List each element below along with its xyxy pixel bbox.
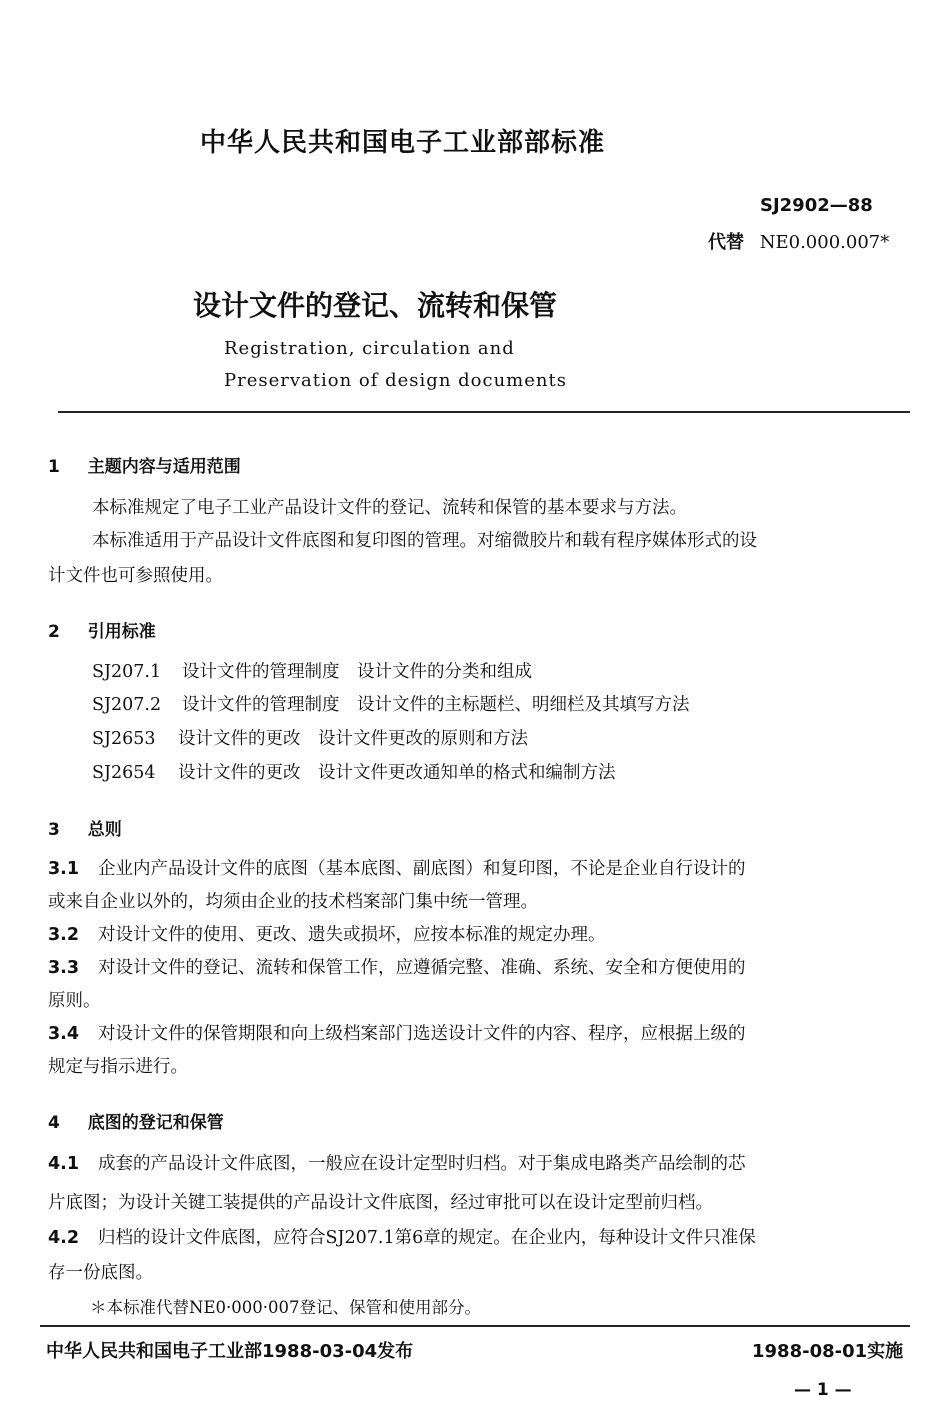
clause-3-3-line-2: 原则。 xyxy=(48,991,101,1011)
clause-3-3-line-1 xyxy=(48,954,746,979)
effective-date: 1988-08-01实施 xyxy=(752,1341,904,1362)
clause-3-3-text: 对设计文件的登记、流转和保管工作，应遵循完整、准确、系统、安全和方便使用的 xyxy=(98,958,746,978)
clause-4-1-line-2: 片底图；为设计关键工装提供的产品设计文件底图，经过审批可以在设计定型前归档。 xyxy=(48,1193,713,1213)
clause-4-2-number: 4.2 xyxy=(48,1228,80,1248)
clause-3-4-line-1 xyxy=(48,1020,746,1045)
reference-standard xyxy=(92,759,616,784)
section-4-title: 底图的登记和保管 xyxy=(87,1113,224,1133)
replaces-value: NE0.000.007* xyxy=(759,232,890,253)
clause-3-4-number: 3.4 xyxy=(48,1024,80,1044)
section-3-number: 3 xyxy=(48,820,60,840)
clause-4-2-line-2: 存一份底图。 xyxy=(48,1263,153,1283)
reference-code: SJ207.2 xyxy=(92,695,162,715)
section-1-paragraph-2-line-1: 本标准适用于产品设计文件底图和复印图的管理。对缩微胶片和载有程序媒体形式的设 xyxy=(92,531,757,551)
section-1-number: 1 xyxy=(48,457,60,477)
clause-4-2-line-1 xyxy=(48,1224,756,1249)
section-1-paragraph-1: 本标准规定了电子工业产品设计文件的登记、流转和保管的基本要求与方法。 xyxy=(92,498,687,518)
standard-number: SJ2902—88 xyxy=(760,195,873,216)
reference-code: SJ2653 xyxy=(92,729,156,749)
reference-standard xyxy=(92,725,528,750)
footnote: ＊本标准代替NE0·000·007登记、保管和使用部分。 xyxy=(90,1298,481,1317)
clause-3-1-number: 3.1 xyxy=(48,859,80,879)
section-1-title: 主题内容与适用范围 xyxy=(87,457,241,477)
issuer-title: 中华人民共和国电子工业部部标准 xyxy=(200,128,606,158)
clause-3-4-text: 对设计文件的保管期限和向上级档案部门选送设计文件的内容、程序，应根据上级的 xyxy=(98,1024,746,1044)
clause-3-4-line-2: 规定与指示进行。 xyxy=(48,1057,188,1077)
clause-3-2-text: 对设计文件的使用、更改、遗失或损坏，应按本标准的规定办理。 xyxy=(98,925,606,945)
section-1-heading xyxy=(48,452,241,477)
section-3-heading xyxy=(48,815,122,840)
reference-title: 设计文件的更改 设计文件更改通知单的格式和编制方法 xyxy=(178,763,616,783)
reference-code: SJ207.1 xyxy=(92,662,162,682)
reference-title: 设计文件的管理制度 设计文件的主标题栏、明细栏及其填写方法 xyxy=(182,695,690,715)
footer-divider xyxy=(40,1325,910,1327)
section-2-heading xyxy=(48,617,156,642)
reference-standard xyxy=(92,691,690,716)
english-title-line2: Preservation of design documents xyxy=(224,370,567,391)
replaces-line xyxy=(708,228,889,254)
clause-4-1-line-1 xyxy=(48,1150,746,1175)
issue-statement: 中华人民共和国电子工业部1988-03-04发布 xyxy=(46,1341,414,1362)
replaces-label: 代替 xyxy=(708,232,744,253)
page-number: — 1 — xyxy=(794,1380,852,1400)
clause-3-2-number: 3.2 xyxy=(48,925,80,945)
reference-title: 设计文件的管理制度 设计文件的分类和组成 xyxy=(182,662,532,682)
section-4-number: 4 xyxy=(48,1113,60,1133)
english-title-line1: Registration, circulation and xyxy=(224,338,515,359)
reference-title: 设计文件的更改 设计文件更改的原则和方法 xyxy=(178,729,528,749)
section-2-title: 引用标准 xyxy=(87,622,156,642)
section-1-paragraph-2-line-2: 计文件也可参照使用。 xyxy=(48,566,223,586)
clause-4-1-text: 成套的产品设计文件底图，一般应在设计定型时归档。对于集成电路类产品绘制的芯 xyxy=(98,1154,746,1174)
section-4-heading xyxy=(48,1108,224,1133)
clause-3-1-line-2: 或来自企业以外的，均须由企业的技术档案部门集中统一管理。 xyxy=(48,892,538,912)
clause-4-1-number: 4.1 xyxy=(48,1154,80,1174)
reference-standard xyxy=(92,658,532,683)
document-title: 设计文件的登记、流转和保管 xyxy=(193,289,558,322)
clause-3-1-text: 企业内产品设计文件的底图（基本底图、副底图）和复印图，不论是企业自行设计的 xyxy=(98,859,746,879)
clause-3-3-number: 3.3 xyxy=(48,958,80,978)
clause-3-2 xyxy=(48,921,606,946)
reference-code: SJ2654 xyxy=(92,763,156,783)
section-3-title: 总则 xyxy=(87,820,122,840)
clause-4-2-text: 归档的设计文件底图，应符合SJ207.1第6章的规定。在企业内，每种设计文件只准保 xyxy=(98,1228,756,1248)
section-2-number: 2 xyxy=(48,622,60,642)
title-divider xyxy=(58,411,910,413)
clause-3-1-line-1 xyxy=(48,855,746,880)
